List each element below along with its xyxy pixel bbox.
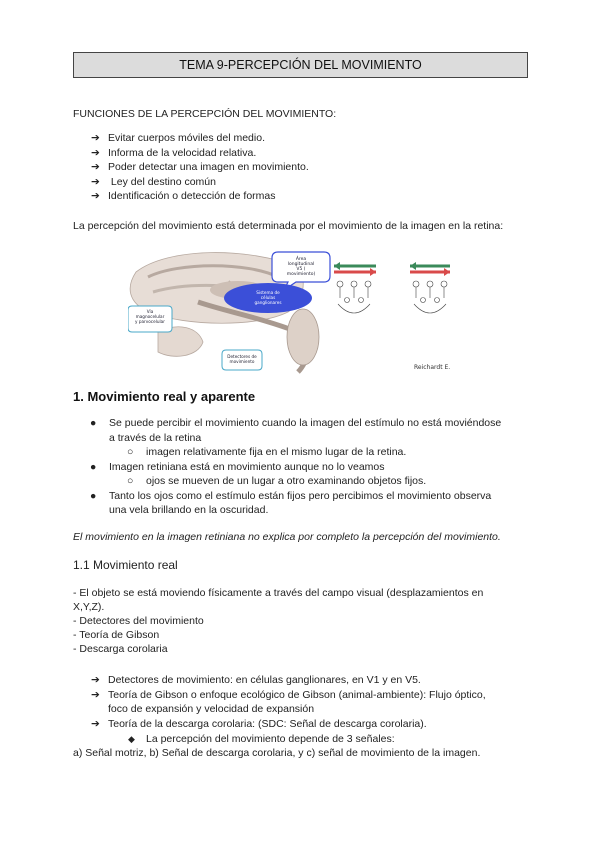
list-item: ○ ojos se mueven de un lugar a otro examinando objetos fijos. (127, 475, 427, 487)
list-item: ➔ Informa de la velocidad relativa. (91, 146, 257, 159)
arrow-icon: ➔ (91, 689, 100, 701)
diamond-icon: ◆ (128, 734, 135, 744)
visual-pathway-figure (128, 242, 468, 382)
list-item: a través de la retina (109, 432, 202, 444)
circle-icon: ○ (127, 446, 134, 458)
page-title-text: TEMA 9-PERCEPCIÓN DEL MOVIMIENTO (179, 58, 422, 72)
text-line: X,Y,Z). (73, 601, 105, 613)
arrow-icon: ➔ (91, 175, 100, 188)
list-item: ➔ Teoría de Gibson o enfoque ecológico de Gibson (animal-ambiente): Flujo óptico, (91, 689, 486, 701)
label-pathway: Vía magnocelular y parvocelular (135, 309, 165, 324)
text-line: - El objeto se está moviendo físicamente a través del campo visual (desplazamientos en (73, 587, 484, 599)
bullet-icon: ● (90, 461, 97, 473)
functions-list (91, 132, 309, 205)
page-title (73, 52, 528, 78)
arrow-icon: ➔ (91, 190, 100, 203)
section-heading: 1. Movimiento real y aparente (73, 389, 256, 404)
italic-note: El movimiento en la imagen retiniana no explica por completo la percepción del movimiento. (73, 531, 501, 543)
real-movement-text (73, 586, 483, 656)
functions-heading: FUNCIONES DE LA PERCEPCIÓN DEL MOVIMIENTO: (73, 108, 337, 120)
text-line: - Teoría de Gibson (73, 629, 160, 641)
list-item: ● Tanto los ojos como el estímulo están fijos pero percibimos el movimiento observa (90, 490, 492, 502)
arrow-icon: ➔ (91, 718, 100, 730)
figure (128, 242, 468, 382)
subsection-heading: 1.1 Movimiento real (73, 558, 178, 572)
bullet-icon: ● (90, 417, 97, 429)
list-item: ➔ Poder detectar una imagen en movimiento. (91, 161, 309, 174)
list-item: ◆ La percepción del movimiento depende de 3 señales: (128, 733, 395, 745)
arrow-icon: ➔ (91, 161, 100, 174)
arrow-icon: ➔ (91, 674, 100, 686)
circle-icon: ○ (127, 475, 134, 487)
text-line: - Descarga corolaria (73, 643, 168, 655)
list-item: ● Se puede percibir el movimiento cuando la imagen del estímulo no está moviéndose (90, 417, 502, 429)
list-item: una vela brillando en la oscuridad. (109, 504, 269, 516)
label-ganglion: Sistema de células ganglionares (254, 290, 282, 305)
arrow-icon: ➔ (91, 146, 100, 159)
list-item: ➔ Teoría de la descarga corolaria: (SDC: Señal de descarga corolaria). (91, 718, 427, 730)
list-item: ➔ Detectores de movimiento: en células ganglionares, en V1 y en V5. (91, 674, 421, 686)
list-item: ➔ Evitar cuerpos móviles del medio. (91, 132, 265, 144)
arrow-icon: ➔ (91, 132, 100, 144)
list-item: ● Imagen retiniana está en movimiento aunque no lo veamos (90, 461, 385, 473)
figure-credit: Reichardt E. (414, 364, 451, 371)
bullet-icon: ● (90, 490, 97, 502)
list-item: ➔ Ley del destino común (91, 175, 216, 188)
list-item: ○ imagen relativamente fija en el mismo lugar de la retina. (127, 446, 407, 458)
label-area-v5: Área longitudinal V5 ( movimiento) (286, 257, 316, 277)
label-detectors: Detectores de movimiento (227, 354, 257, 364)
final-line: a) Señal motriz, b) Señal de descarga corolaria, y c) señal de movimiento de la imagen. (73, 747, 481, 759)
text-line: - Detectores del movimiento (73, 615, 204, 627)
list-item: foco de expansión y velocidad de expansión (108, 703, 315, 715)
intro-paragraph: La percepción del movimiento está determinada por el movimiento de la imagen en la retina: (73, 220, 504, 232)
list-item: ➔ Identificación o detección de formas (91, 190, 276, 203)
